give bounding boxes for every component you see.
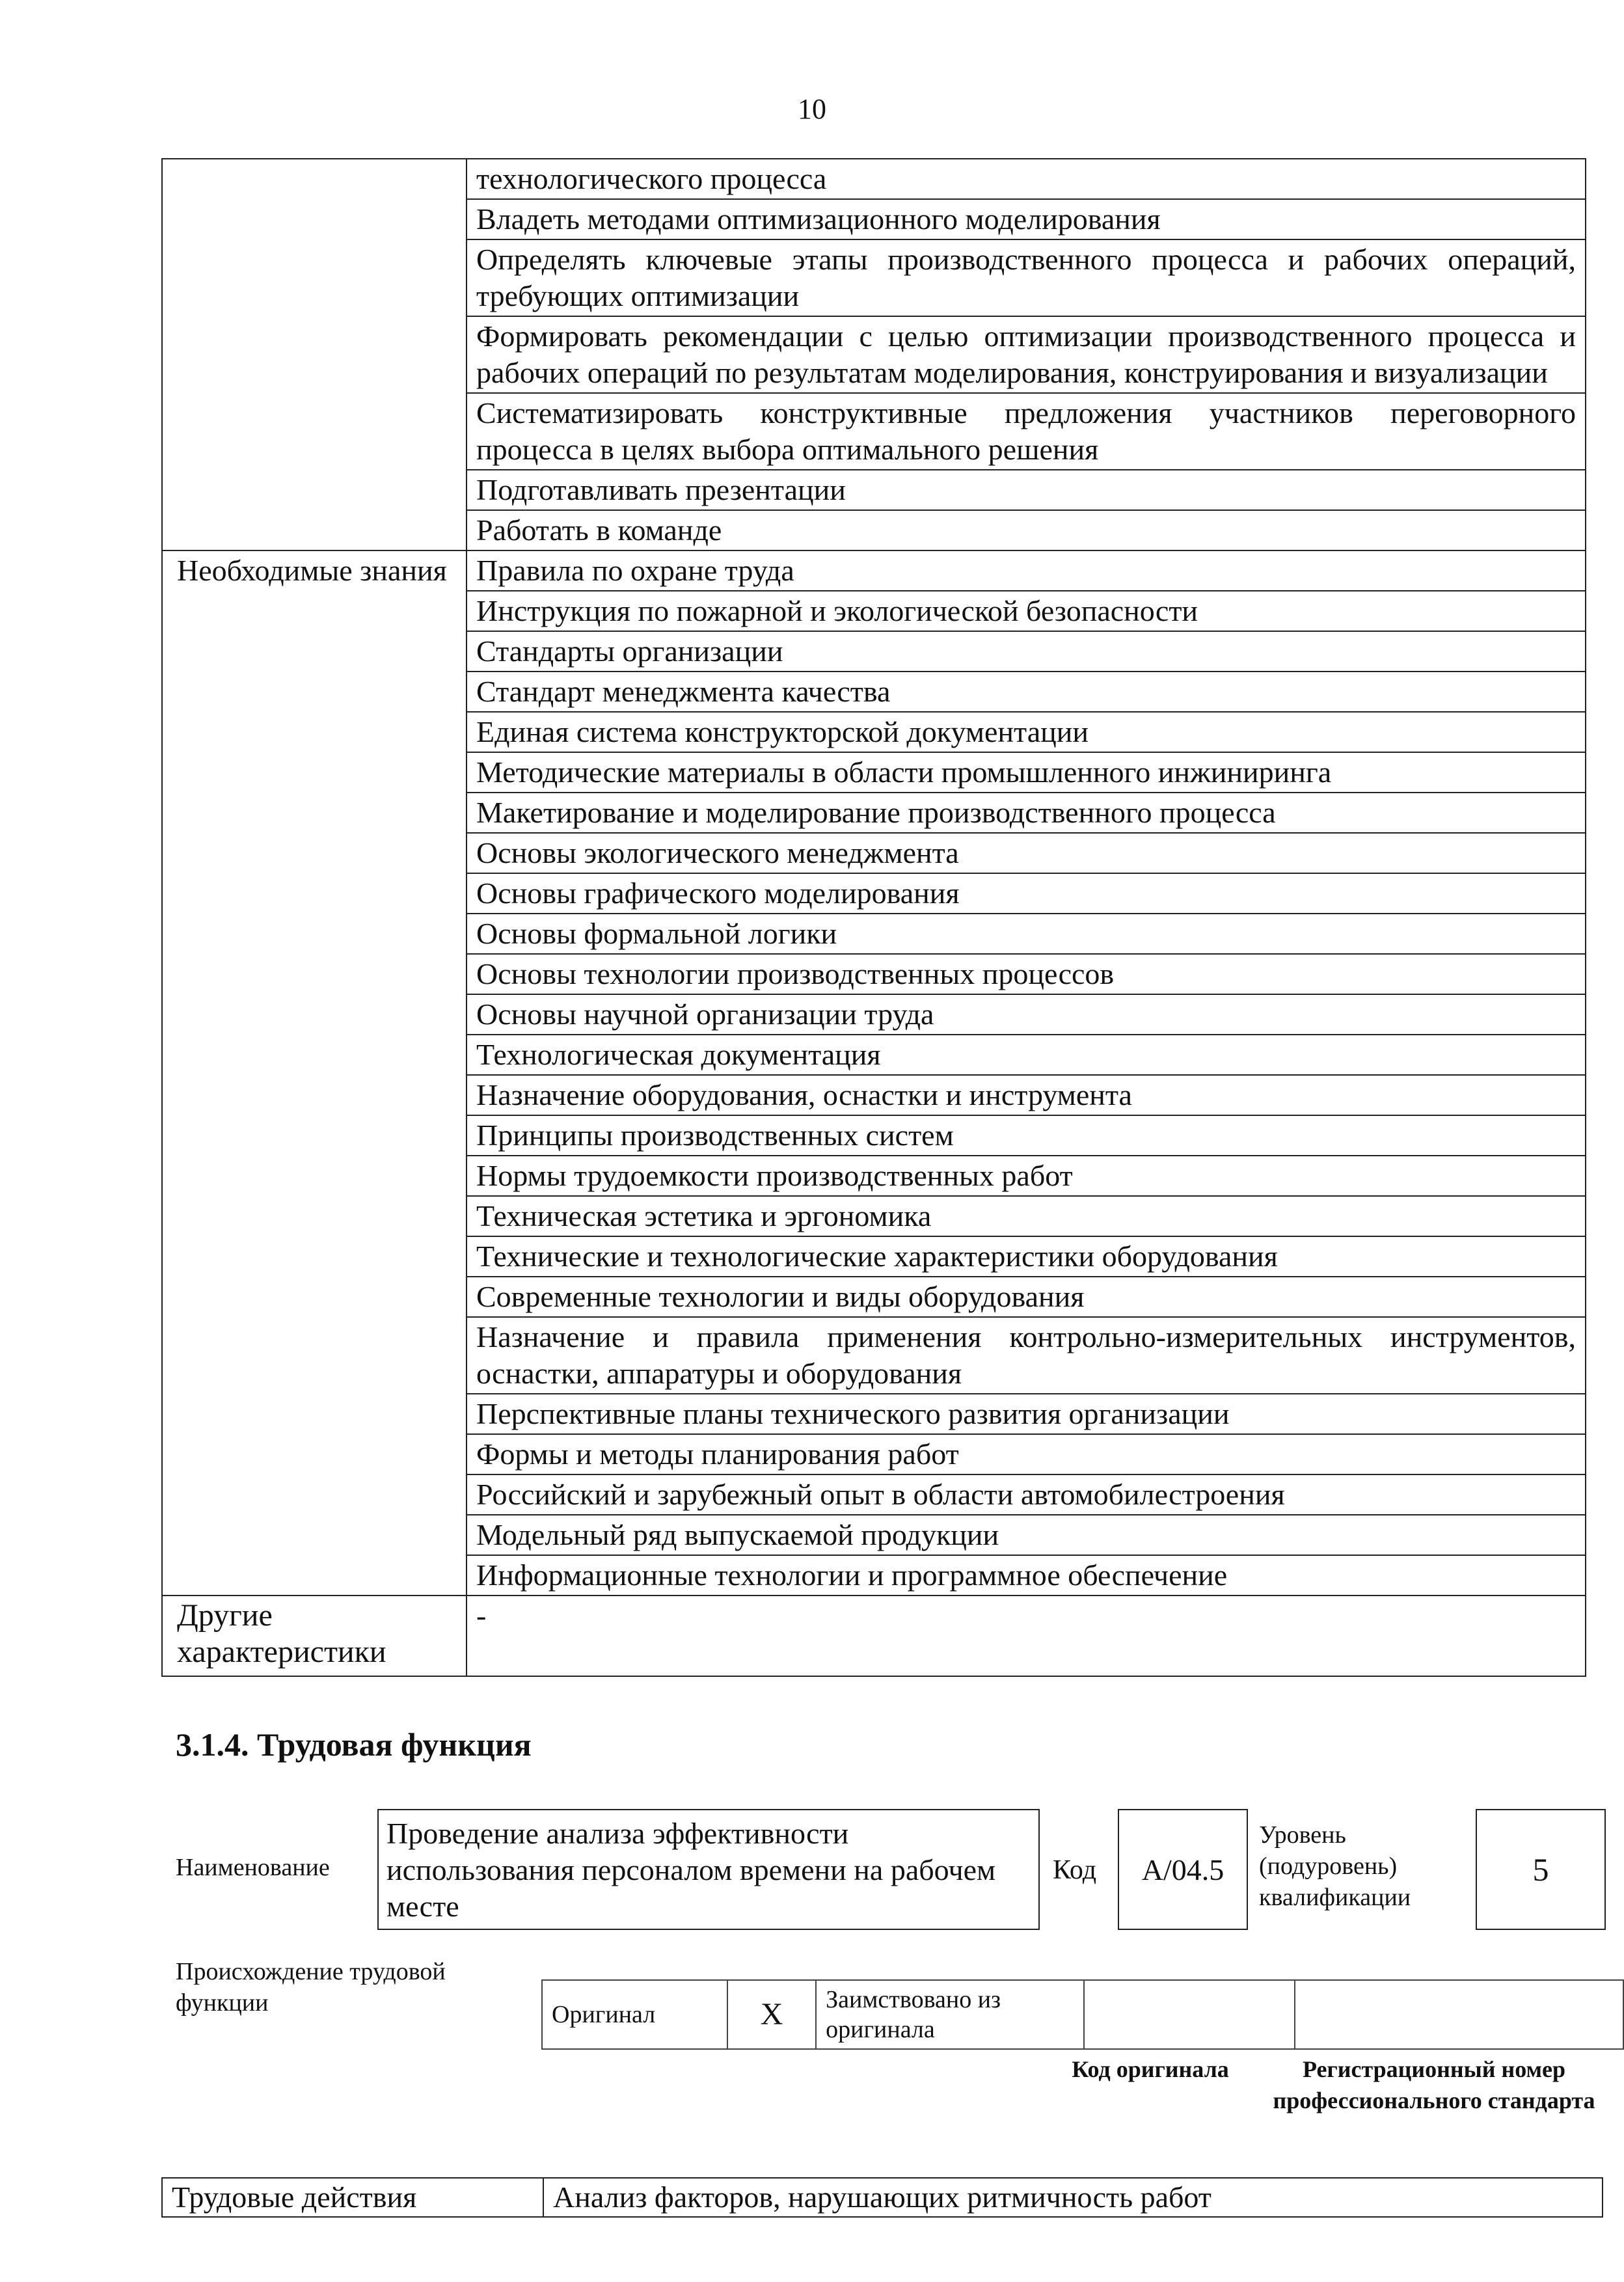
skill-item: Подготавливать презентации (467, 470, 1586, 510)
other-value: - (467, 1596, 1586, 1676)
skill-item: Формировать рекомендации с целью оптимизации производственного процесса и рабочих операций по результатам моделирования, конструирования и визуализации (467, 316, 1586, 393)
knowledge-item: Перспективные планы технического развития организации (467, 1394, 1586, 1434)
registration-number-cell (1295, 1980, 1623, 2049)
name-label: Наименование (176, 1854, 330, 1881)
skill-item: Определять ключевые этапы производственного процесса и рабочих операций, требующих оптимизации (467, 239, 1586, 316)
knowledge-item: Технологическая документация (467, 1035, 1586, 1075)
registration-caption: Регистрационный номер профессионального стандарта (1273, 2056, 1595, 2113)
code-caption: Код оригинала (1072, 2056, 1229, 2082)
section-title: 3.1.4. Трудовая функция (176, 1726, 532, 1763)
knowledge-item: Техническая эстетика и эргономика (467, 1196, 1586, 1236)
skill-item: технологического процесса (467, 159, 1586, 199)
requirements-table (161, 158, 1586, 1677)
other-label: Другие характеристики (162, 1596, 467, 1676)
knowledge-item: Современные технологии и виды оборудования (467, 1277, 1586, 1317)
function-code-box: A/04.5 (1118, 1809, 1248, 1930)
knowledge-item: Основы экологического менеджмента (467, 833, 1586, 873)
actions-label-cell: Трудовые действия (162, 2178, 543, 2217)
original-code-cell (1084, 1980, 1295, 2049)
knowledge-item: Модельный ряд выпускаемой продукции (467, 1515, 1586, 1555)
original-mark-cell: X (727, 1980, 816, 2049)
function-level-box: 5 (1476, 1809, 1606, 1930)
borrowed-label-cell: Заимствовано из оригинала (816, 1980, 1084, 2049)
actions-table (161, 2177, 1603, 2218)
knowledge-item: Инструкция по пожарной и экологической безопасности (467, 591, 1586, 631)
knowledge-row (162, 550, 1586, 591)
knowledge-item: Принципы производственных систем (467, 1115, 1586, 1156)
knowledge-label: Необходимые знания (162, 550, 467, 1596)
original-label-cell: Оригинал (542, 1980, 727, 2049)
knowledge-item: Единая система конструкторской документации (467, 712, 1586, 752)
knowledge-item: Основы технологии производственных процессов (467, 954, 1586, 994)
skills-row (162, 159, 1586, 199)
knowledge-item: Назначение и правила применения контрольно-измерительных инструментов, оснастки, аппаратуры и оборудования (467, 1317, 1586, 1394)
knowledge-item: Российский и зарубежный опыт в области автомобилестроения (467, 1474, 1586, 1515)
other-row (162, 1596, 1586, 1676)
skill-item: Работать в команде (467, 510, 1586, 550)
knowledge-item: Основы графического моделирования (467, 873, 1586, 914)
skills-label-cell (162, 159, 467, 550)
function-name-box: Проведение анализа эффективности использования персоналом времени на рабочем месте (377, 1809, 1040, 1930)
page-number: 10 (798, 93, 826, 125)
knowledge-item: Информационные технологии и программное обеспечение (467, 1555, 1586, 1596)
skill-item: Систематизировать конструктивные предложения участников переговорного процесса в целях выбора оптимального решения (467, 393, 1586, 470)
origin-table (541, 1979, 1624, 2050)
knowledge-item: Основы научной организации труда (467, 994, 1586, 1035)
knowledge-item: Стандарт менеджмента качества (467, 672, 1586, 712)
knowledge-item: Макетирование и моделирование производственного процесса (467, 793, 1586, 833)
knowledge-item: Стандарты организации (467, 631, 1586, 672)
actions-row: Анализ факторов, нарушающих ритмичность работ (543, 2178, 1603, 2217)
knowledge-item: Формы и методы планирования работ (467, 1434, 1586, 1474)
code-label: Код (1053, 1855, 1097, 1885)
knowledge-item: Правила по охране труда (467, 550, 1586, 591)
level-label: Уровень (подуровень) квалификации (1259, 1821, 1411, 1911)
knowledge-item: Нормы трудоемкости производственных работ (467, 1156, 1586, 1196)
origin-label: Происхождение трудовой функции (176, 1958, 446, 2017)
knowledge-item: Назначение оборудования, оснастки и инструмента (467, 1075, 1586, 1115)
knowledge-item: Технические и технологические характеристики оборудования (467, 1236, 1586, 1277)
knowledge-item: Методические материалы в области промышленного инжиниринга (467, 752, 1586, 793)
skill-item: Владеть методами оптимизационного моделирования (467, 199, 1586, 239)
knowledge-item: Основы формальной логики (467, 914, 1586, 954)
